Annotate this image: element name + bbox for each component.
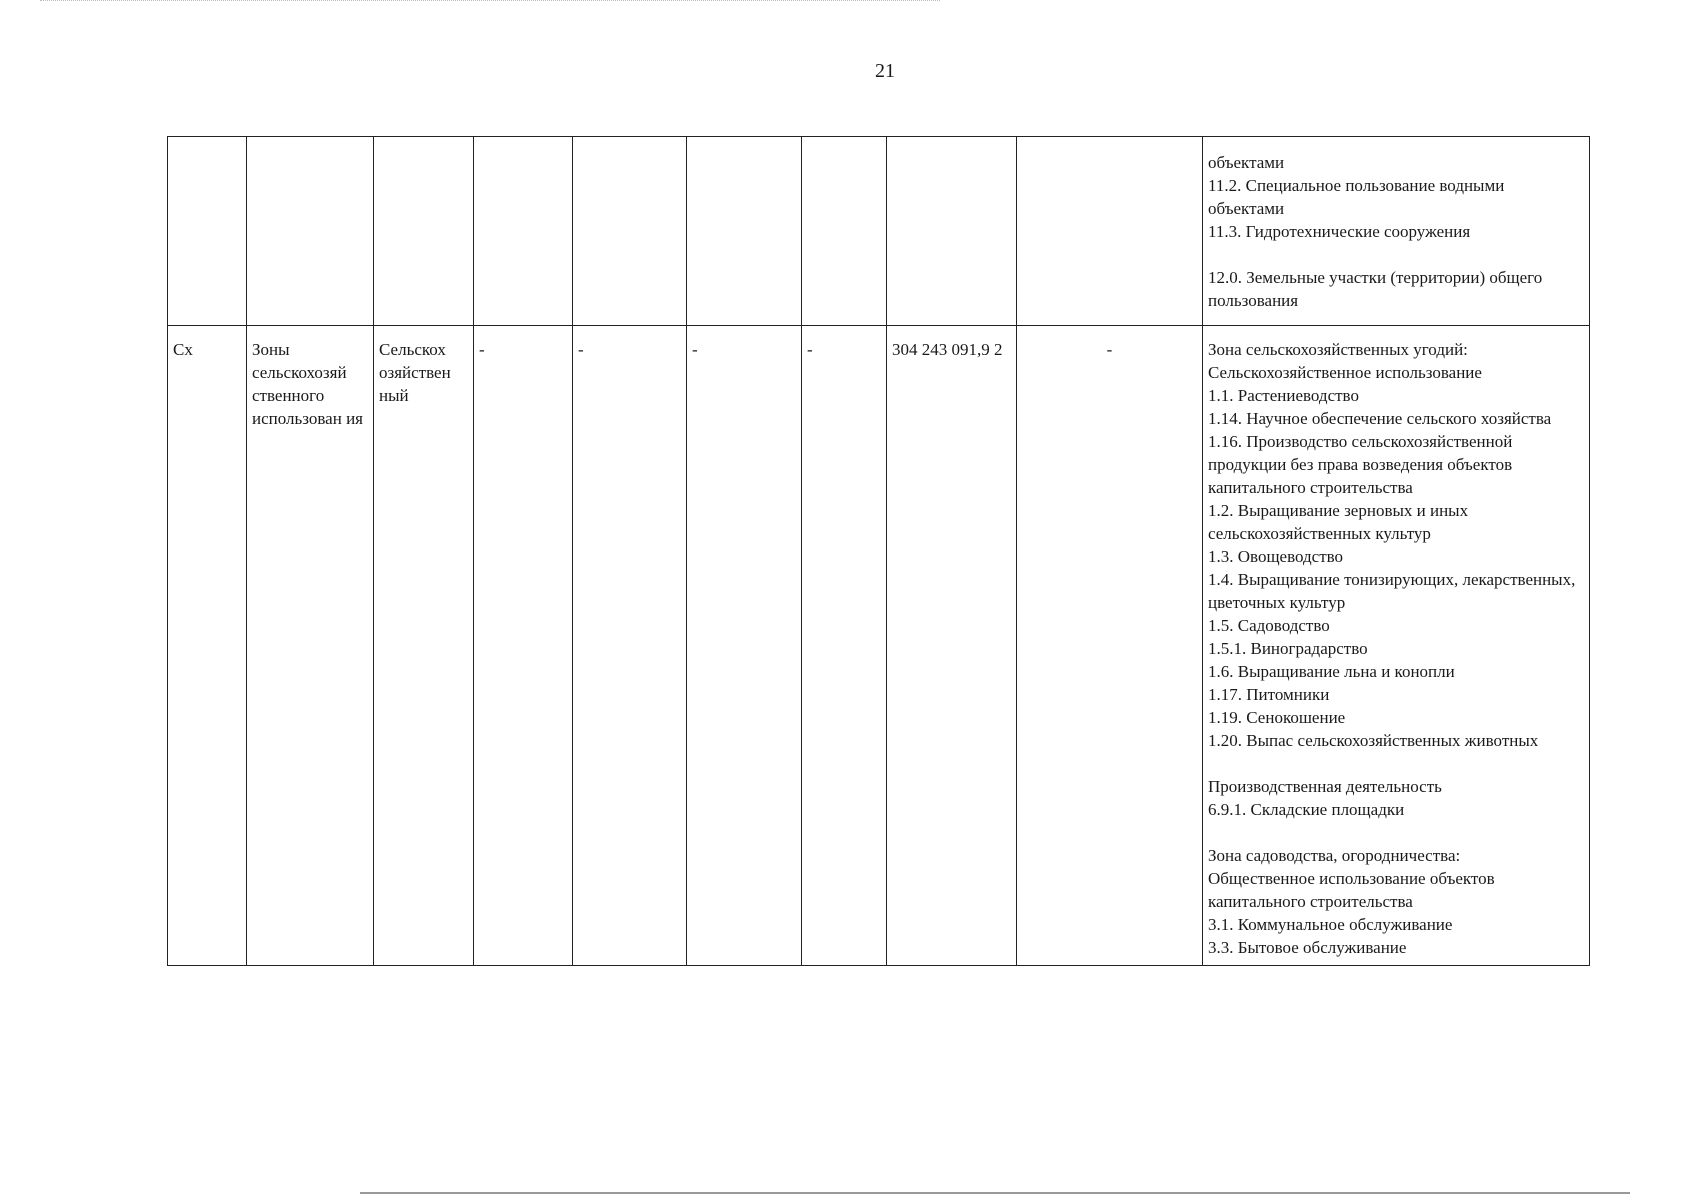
activity-line: Общественное использование объектов капитального строительства (1208, 869, 1495, 911)
activity-line: 1.14. Научное обеспечение сельского хозяйства (1208, 409, 1552, 428)
activity-line: объектами (1208, 153, 1285, 172)
activity-line: 3.1. Коммунальное обслуживание (1208, 915, 1453, 934)
activity-line: 6.9.1. Складские площадки (1208, 800, 1405, 819)
activity-line: 1.17. Питомники (1208, 685, 1330, 704)
cell-col9: - (1017, 326, 1203, 966)
activity-heading: Зона сельскохозяйственных угодий: (1208, 340, 1468, 359)
cell-col4 (474, 137, 573, 326)
zones-table (167, 136, 1590, 966)
cell-code: Сх (168, 326, 247, 966)
cell-purpose: Сельскох озяйствен ный (374, 326, 474, 966)
activity-heading: Производственная деятельность (1208, 777, 1442, 796)
cell-code (168, 137, 247, 326)
activity-line: 3.3. Бытовое обслуживание (1208, 938, 1407, 957)
cell-area (887, 137, 1017, 326)
scan-edge-bottom (360, 1192, 1630, 1194)
activity-line: 1.5.1. Виноградарство (1208, 639, 1368, 658)
activity-line: 11.3. Гидротехнические сооружения (1208, 222, 1471, 241)
activity-line: 11.2. Специальное пользование водными объектами (1208, 176, 1505, 218)
table-row-agricultural-zone (168, 326, 1590, 966)
cell-col5 (573, 137, 687, 326)
activity-spacer (1208, 821, 1584, 844)
cell-col7: - (802, 326, 887, 966)
cell-activities (1203, 326, 1590, 966)
cell-col9 (1017, 137, 1203, 326)
cell-zone-name: Зоны сельскохозяй ственного использован ия (247, 326, 374, 966)
activity-line: 1.19. Сенокошение (1208, 708, 1346, 727)
activity-spacer (1208, 243, 1584, 266)
cell-col5: - (573, 326, 687, 966)
cell-purpose (374, 137, 474, 326)
activity-line: Сельскохозяйственное использование (1208, 363, 1482, 382)
cell-area: 304 243 091,9 2 (887, 326, 1017, 966)
cell-activities (1203, 137, 1590, 326)
activity-spacer (1208, 752, 1584, 775)
activity-line: 1.1. Растениеводство (1208, 386, 1359, 405)
scan-edge-top (40, 0, 940, 4)
activity-line: 1.5. Садоводство (1208, 616, 1330, 635)
cell-col4: - (474, 326, 573, 966)
cell-col6 (687, 137, 802, 326)
activity-line: 1.6. Выращивание льна и конопли (1208, 662, 1455, 681)
activity-line: 1.16. Производство сельскохозяйственной продукции без права возведения объектов капитального строительства (1208, 432, 1513, 497)
activity-line: 1.20. Выпас сельскохозяйственных животных (1208, 731, 1539, 750)
table-row-continuation (168, 137, 1590, 326)
cell-col7 (802, 137, 887, 326)
activity-heading: Зона садоводства, огородничества: (1208, 846, 1461, 865)
cell-col6: - (687, 326, 802, 966)
activity-line: 12.0. Земельные участки (территории) общего пользования (1208, 268, 1543, 310)
page-number: 21 (875, 60, 895, 82)
activity-line: 1.3. Овощеводство (1208, 547, 1344, 566)
activity-line: 1.4. Выращивание тонизирующих, лекарственных, цветочных культур (1208, 570, 1576, 612)
cell-zone-name (247, 137, 374, 326)
activity-line: 1.2. Выращивание зерновых и иных сельскохозяйственных культур (1208, 501, 1469, 543)
